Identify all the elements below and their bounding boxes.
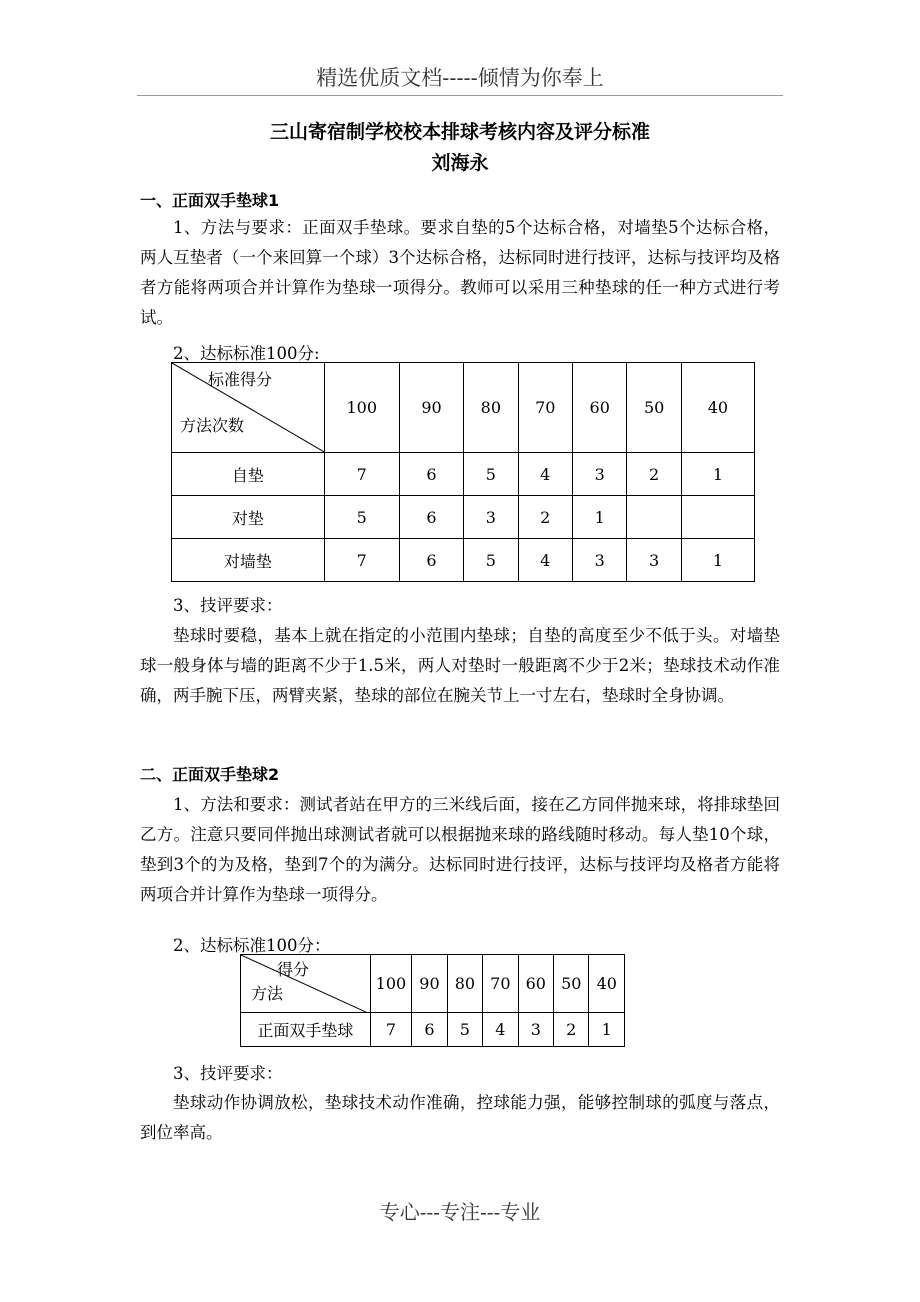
header-divider <box>137 95 783 96</box>
corner-bottom-label: 方法次数 <box>180 416 245 435</box>
table-cell: 6 <box>399 496 463 539</box>
table-row <box>241 1013 625 1047</box>
score-header: 50 <box>554 955 589 1013</box>
table-cell: 3 <box>572 453 626 496</box>
table-cell <box>681 496 754 539</box>
document-title: 三山寄宿制学校校本排球考核内容及评分标准 <box>269 121 650 143</box>
table-cell: 4 <box>518 453 572 496</box>
table-row <box>172 539 755 582</box>
table-cell: 5 <box>447 1013 482 1047</box>
table-row <box>172 453 755 496</box>
section2-technique-paragraph: 垫球动作协调放松，垫球技术动作准确，控球能力强，能够控制球的弧度与落点，到位率高。 <box>140 1093 780 1142</box>
score-header: 100 <box>324 363 399 453</box>
table-cell: 2 <box>518 496 572 539</box>
section2-method-paragraph: 1、方法和要求：测试者站在甲方的三米线后面，接在乙方同伴抛来球，将排球垫回乙方。注意只要同伴抛出球测试者就可以根据抛来球的路线随时移动。每人垫10个球，垫到3个的为及格，垫到7个的为满分。达标同时进行技评，达标与技评均及格者方能将两项合并计算作为垫球一项得分。 <box>140 795 780 904</box>
section1-standard-line: 2、达标标准100分: <box>173 344 320 363</box>
section1-technique-paragraph: 垫球时要稳，基本上就在指定的小范围内垫球；自垫的高度至少不低于头。对墙垫球一般身体与墙的距离不少于1.5米，两人对垫时一般距离不少于2米；垫球技术动作准确，两手腕下压，两臂夹紧，垫球的部位在腕关节上一寸左右，垫球时全身协调。 <box>140 626 780 705</box>
score-header: 60 <box>572 363 626 453</box>
table-cell: 6 <box>412 1013 447 1047</box>
table-cell: 3 <box>518 1013 553 1047</box>
score-header: 60 <box>518 955 553 1013</box>
table-cell: 7 <box>370 1013 412 1047</box>
table-cell: 5 <box>464 453 518 496</box>
section2-table-corner <box>241 955 371 1013</box>
table-cell: 5 <box>464 539 518 582</box>
table-cell: 4 <box>518 539 572 582</box>
document-author: 刘海永 <box>431 152 489 174</box>
row-label: 正面双手垫球 <box>241 1013 371 1047</box>
corner-top-label: 得分 <box>277 960 310 979</box>
row-label: 自垫 <box>172 453 325 496</box>
table-cell: 3 <box>627 539 681 582</box>
table-cell: 6 <box>399 453 463 496</box>
table-cell: 1 <box>589 1013 625 1047</box>
corner-top-label: 标准得分 <box>208 370 273 389</box>
table-cell: 6 <box>399 539 463 582</box>
table-cell: 2 <box>554 1013 589 1047</box>
section1-table-corner <box>172 363 325 453</box>
table-cell: 5 <box>324 496 399 539</box>
section1-method-paragraph: 1、方法与要求：正面双手垫球。要求自垫的5个达标合格，对墙垫5个达标合格，两人互垫者（一个来回算一个球）3个达标合格，达标同时进行技评，达标与技评均及格者方能将两项合并计算作为垫球一项得分。教师可以采用三种垫球的任一种方式进行考试。 <box>140 218 780 327</box>
row-label: 对垫 <box>172 496 325 539</box>
section2-standard-line: 2、达标标准100分： <box>173 936 331 955</box>
section1-technique-label: 3、技评要求： <box>173 596 283 615</box>
score-header: 80 <box>447 955 482 1013</box>
table-cell: 2 <box>627 453 681 496</box>
score-header: 70 <box>483 955 518 1013</box>
table-cell: 3 <box>572 539 626 582</box>
table-cell: 1 <box>681 539 754 582</box>
score-header: 90 <box>399 363 463 453</box>
table-cell: 1 <box>572 496 626 539</box>
section1-heading: 一、正面双手垫球1 <box>140 191 280 210</box>
table-cell <box>627 496 681 539</box>
page-header-title: 精选优质文档-----倾情为你奉上 <box>316 66 604 90</box>
table-cell: 7 <box>324 453 399 496</box>
score-header: 100 <box>370 955 412 1013</box>
table-cell: 4 <box>483 1013 518 1047</box>
table-cell: 1 <box>681 453 754 496</box>
score-header: 80 <box>464 363 518 453</box>
table-row <box>172 496 755 539</box>
score-header: 70 <box>518 363 572 453</box>
table-cell: 7 <box>324 539 399 582</box>
score-header: 90 <box>412 955 447 1013</box>
score-header: 40 <box>681 363 754 453</box>
row-label: 对墙垫 <box>172 539 325 582</box>
score-header: 50 <box>627 363 681 453</box>
section2-heading: 二、正面双手垫球2 <box>140 765 280 784</box>
table-cell: 3 <box>464 496 518 539</box>
section1-score-table <box>171 362 755 582</box>
corner-bottom-label: 方法 <box>251 984 284 1003</box>
section2-score-table <box>240 954 625 1047</box>
page-footer: 专心---专注---专业 <box>379 1200 541 1224</box>
score-header: 40 <box>589 955 625 1013</box>
section2-technique-label: 3、技评要求： <box>173 1064 283 1083</box>
